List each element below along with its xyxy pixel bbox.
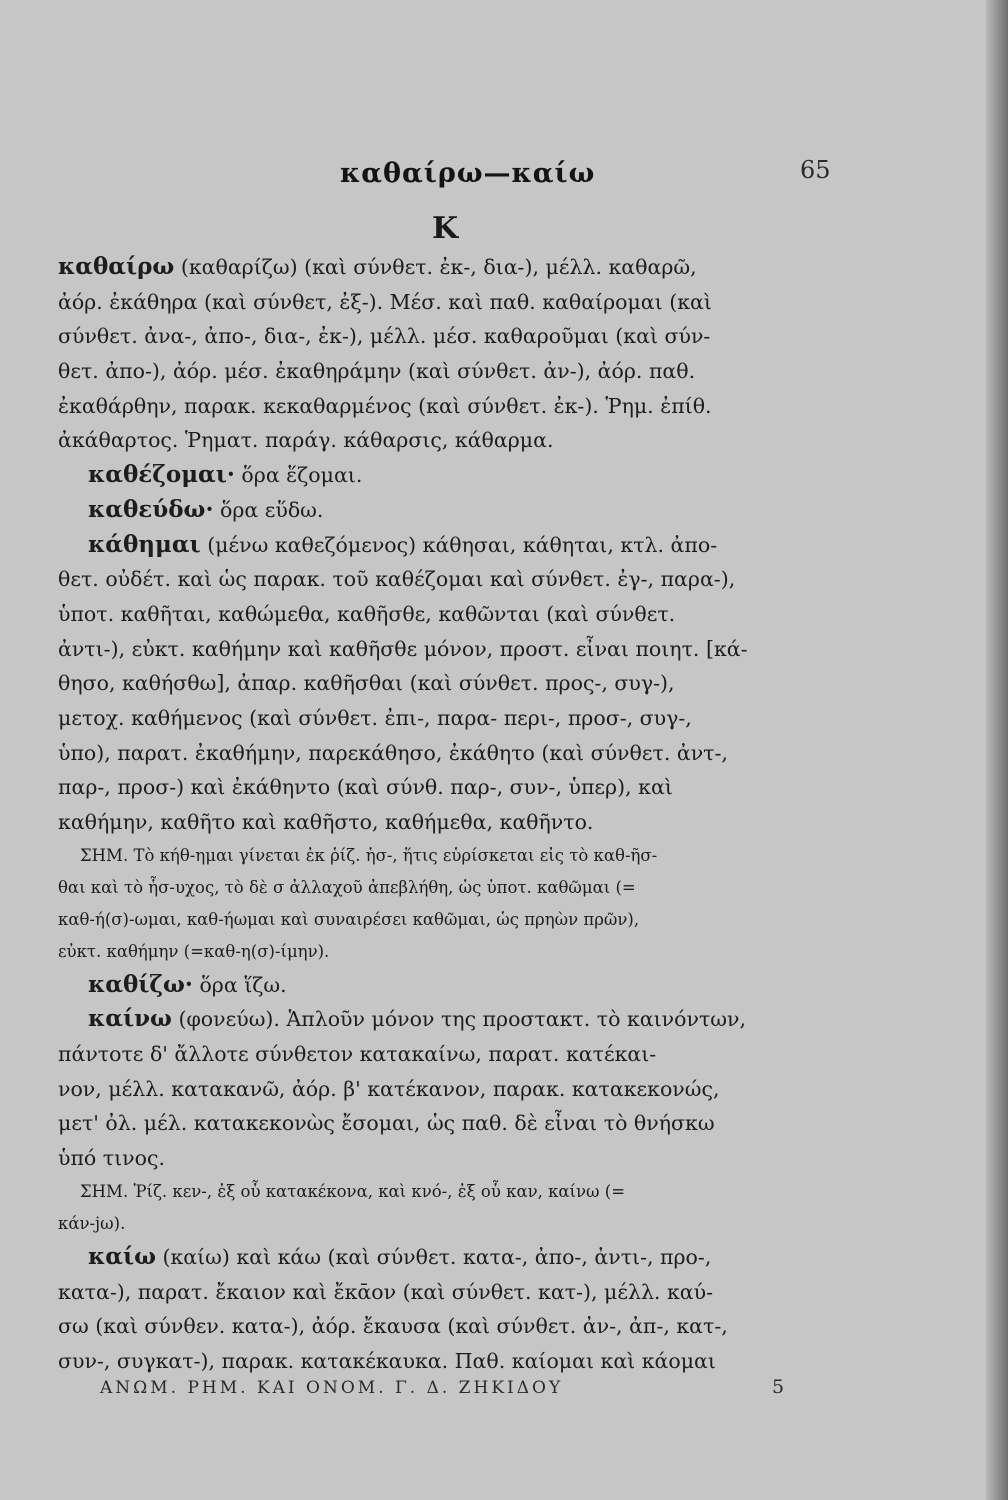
line-text: καθ-ή(σ)-ωμαι, καθ-ήωμαι καὶ συναιρέσει καθῶμαι, ὡς πρηὼν πρῶν), <box>58 909 640 929</box>
line-text: ὅρα ἵζω. <box>192 972 287 997</box>
line-text: (καθαρίζω) (καὶ σύνθετ. ἐκ-, δια-), μέλλ. καθαρῶ, <box>174 255 697 279</box>
line-text: ΣΗΜ. Τὸ κήθ-ημαι γίνεται ἐκ ῥίζ. ἡσ-, ἥτις εὑρίσκεται εἰς τὸ καθ-ῆσ- <box>80 845 658 865</box>
footer <box>0 1378 1008 1408</box>
line-text: ὑποτ. καθῆται, καθώμεθα, καθῆσθε, καθῶνται (καὶ σύνθετ. <box>58 601 676 626</box>
text-line <box>58 423 848 458</box>
line-text: θησο, καθήσθω], ἀπαρ. καθῆσθαι (καὶ σύνθετ. προς-, συγ-), <box>58 671 675 696</box>
signature-mark: 5 <box>772 1376 785 1398</box>
line-text: ἀντι-), εὐκτ. καθήμην καὶ καθῆσθε μόνον, προστ. εἶναι ποιητ. [κά- <box>58 636 748 661</box>
line-text: (καίω) καὶ κάω (καὶ σύνθετ. κατα-, ἀπο-, ἀντι-, προ-, <box>155 1244 712 1269</box>
text-line <box>58 354 848 389</box>
line-text: μετ' ὀλ. μέλ. κατακεκονὼς ἔσομαι, ὡς παθ. δὲ εἶναι τὸ θνήσκω <box>58 1111 715 1136</box>
line-text: εὐκτ. καθήμην (=καθ-η(σ)-ίμην). <box>58 941 330 961</box>
headword: κάθημαι <box>88 530 201 558</box>
text-line <box>58 528 848 563</box>
headword: καθέζομαι· <box>88 461 235 489</box>
line-text: παρ-, προσ-) καὶ ἐκάθηντο (καὶ σύνθ. παρ-, συν-, ὑπερ), καὶ <box>58 775 673 800</box>
text-line <box>58 285 848 320</box>
text-line <box>58 1072 848 1107</box>
text-line <box>58 736 848 771</box>
text-line <box>58 1309 848 1344</box>
text-line <box>58 250 848 285</box>
text-line <box>58 458 848 493</box>
line-text: ἀόρ. ἐκάθηρα (καὶ σύνθετ, ἐξ-). Μέσ. καὶ παθ. καθαίρομαι (καὶ <box>58 289 712 314</box>
text-line <box>58 1240 848 1275</box>
section-letter: K <box>432 211 459 246</box>
text-line <box>58 701 848 736</box>
dictionary-text <box>58 250 848 1379</box>
line-text: ἀκάθαρτος. Ῥηματ. παράγ. κάθαρσις, κάθαρμα. <box>58 428 554 453</box>
headword: καίω <box>88 1242 156 1270</box>
line-text: κάν-jω). <box>58 1213 126 1233</box>
text-line <box>58 968 848 1003</box>
text-line <box>58 770 848 805</box>
text-line <box>58 493 848 528</box>
page-title: καθαίρω—καίω <box>340 158 596 189</box>
text-line <box>58 632 848 667</box>
page-number: 65 <box>800 156 831 184</box>
line-text: θετ. οὐδέτ. καὶ ὡς παρακ. τοῦ καθέζομαι καὶ σύνθετ. ἐγ-, παρα-), <box>58 567 736 592</box>
text-line <box>58 1037 848 1072</box>
text-line <box>58 319 848 354</box>
headword: καθίζω· <box>88 970 193 998</box>
text-line <box>58 1344 848 1379</box>
line-text: κατα-), παρατ. ἔκαιον καὶ ἔκᾱον (καὶ σύνθετ. κατ-), μέλλ. καύ- <box>58 1279 714 1304</box>
text-line <box>58 936 848 968</box>
line-text: πάντοτε δ' ἄλλοτε σύνθετον κατακαίνω, παρατ. κατέκαι- <box>58 1042 657 1067</box>
text-line <box>58 389 848 424</box>
running-head <box>0 156 1008 196</box>
line-text: καθήμην, καθῆτο καὶ καθῆστο, καθήμεθα, καθῆντο. <box>58 810 594 834</box>
text-line <box>58 904 848 936</box>
line-text: συν-, συγκατ-), παρακ. κατακέκαυκα. Παθ. καίομαι καὶ κάομαι <box>58 1348 716 1373</box>
text-line <box>58 666 848 701</box>
page-gutter-shadow <box>986 0 1008 1500</box>
text-line <box>58 597 848 632</box>
text-line <box>58 1002 848 1037</box>
line-text: (φονεύω). Ἁπλοῦν μόνον της προστακτ. τὸ καινόντων, <box>171 1007 746 1032</box>
line-text: νον, μέλλ. κατακανῶ, ἀόρ. β' κατέκανον, παρακ. κατακεκονώς, <box>58 1076 720 1101</box>
headword: καθαίρω <box>58 253 175 280</box>
line-text: θετ. ἀπο-), ἀόρ. μέσ. ἐκαθηράμην (καὶ σύνθετ. ἀν-), ἀόρ. παθ. <box>58 359 696 384</box>
text-line <box>58 1208 848 1240</box>
line-text: ἐκαθάρθην, παρακ. κεκαθαρμένος (καὶ σύνθετ. ἐκ-). Ῥημ. ἐπίθ. <box>58 393 712 418</box>
line-text: θαι καὶ τὸ ἧσ-υχος, τὸ δὲ σ ἀλλαχοῦ ἀπεβλήθη, ὡς ὑποτ. καθῶμαι (= <box>58 877 636 897</box>
text-line <box>58 1106 848 1141</box>
line-text: ὅρα εὕδω. <box>213 497 324 522</box>
text-line <box>58 1141 848 1176</box>
text-line <box>58 1275 848 1310</box>
footer-imprint: ΑΝΩΜ. ΡΗΜ. ΚΑΙ ΟΝΟΜ. Γ. Δ. ΖΗΚΙΔΟΥ <box>100 1378 564 1398</box>
text-line <box>58 1176 848 1208</box>
text-line <box>58 805 848 840</box>
headword: καθεύδω· <box>88 495 214 523</box>
text-line <box>58 840 848 872</box>
line-text: ὑπο), παρατ. ἐκαθήμην, παρεκάθησο, ἐκάθητο (καὶ σύνθετ. ἀντ-, <box>58 740 728 765</box>
text-line <box>58 562 848 597</box>
line-text: σω (καὶ σύνθεν. κατα-), ἀόρ. ἔκαυσα (καὶ σύνθετ. ἀν-, ἀπ-, κατ-, <box>58 1314 728 1339</box>
text-line <box>58 872 848 904</box>
line-text: ὅρα ἕζομαι. <box>234 463 363 488</box>
line-text: (μένω καθεζόμενος) κάθησαι, κάθηται, κτλ. ἀπο- <box>200 532 718 557</box>
line-text: μετοχ. καθήμενος (καὶ σύνθετ. ἐπι-, παρα- περι-, προσ-, συγ-, <box>58 705 692 730</box>
line-text: ὑπό τινος. <box>58 1146 165 1171</box>
headword: καίνω <box>88 1005 172 1033</box>
line-text: σύνθετ. ἀνα-, ἀπο-, δια-, ἐκ-), μέλλ. μέσ. καθαροῦμαι (καὶ σύν- <box>58 324 711 349</box>
line-text: ΣΗΜ. Ῥίζ. κεν-, ἐξ οὗ κατακέκονα, καὶ κνό-, ἐξ οὗ καν, καίνω (= <box>80 1181 626 1201</box>
